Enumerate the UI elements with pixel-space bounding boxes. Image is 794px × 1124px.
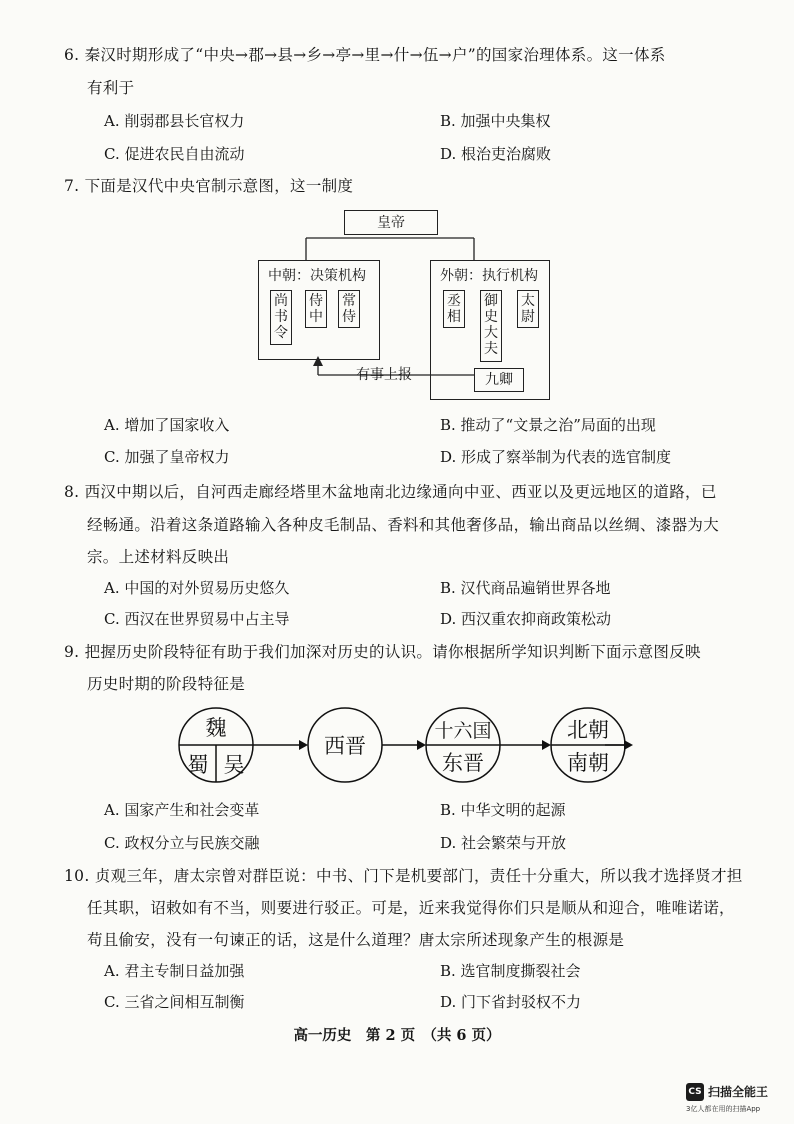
camscanner-tagline: 3亿人都在用的扫描App (686, 1105, 761, 1113)
office-taiwei (517, 290, 539, 328)
arrow-4-head (624, 740, 633, 750)
camscanner-name: 扫描全能王 (708, 1085, 769, 1099)
page-footer: 高一历史 第 2 页 （共 6 页） (293, 1027, 501, 1044)
emperor-box (344, 210, 438, 235)
office-changshi-label: 常侍 (342, 293, 356, 325)
label-shu: 蜀 (187, 753, 209, 777)
label-wu: 吴 (223, 753, 245, 777)
office-shizhong-label: 侍中 (309, 293, 323, 325)
q7-option-c: C. 加强了皇帝权力 (104, 448, 230, 466)
office-chengxiang-label: 丞相 (447, 293, 461, 325)
nine-ministers-label: 九卿 (485, 372, 513, 388)
q10-stem-line3: 苟且偷安，没有一句谏正的话，这是什么道理？唐太宗所述现象产生的根源是 (87, 931, 625, 949)
q8-option-b: B. 汉代商品遍销世界各地 (440, 579, 611, 597)
camscanner-logo-icon: CS (686, 1083, 704, 1101)
q7-stem-line1: 7. 下面是汉代中央官制示意图，这一制度 (64, 177, 354, 195)
q6-stem-line2: 有利于 (87, 79, 135, 97)
dynasty-sequence-diagram (0, 700, 794, 800)
label-southern-dynasties: 南朝 (567, 751, 609, 775)
q6-option-b: B. 加强中央集权 (440, 112, 551, 130)
label-northern-dynasties: 北朝 (567, 718, 609, 742)
office-chengxiang (443, 290, 465, 328)
label-sixteen-kingdoms: 十六国 (434, 720, 492, 742)
emperor-label: 皇帝 (377, 215, 405, 231)
nine-ministers-box (474, 368, 524, 392)
office-shizhong (305, 290, 327, 328)
q9-option-a: A. 国家产生和社会变革 (104, 801, 260, 819)
q10-option-b: B. 选官制度撕裂社会 (440, 962, 581, 980)
label-western-jin: 西晋 (324, 734, 366, 758)
q8-option-d: D. 西汉重农抑商政策松动 (440, 610, 612, 628)
q7-option-b: B. 推动了“文景之治”局面的出现 (440, 416, 656, 434)
q10-stem-line1: 10. 贞观三年，唐太宗曾对群臣说：中书、门下是机要部门，责任十分重大，所以我才选择贤才担 (64, 867, 743, 885)
han-official-diagram (0, 0, 794, 420)
q8-stem-line3: 宗。上述材料反映出 (87, 548, 230, 566)
office-yushidafu (480, 290, 502, 362)
q8-option-a: A. 中国的对外贸易历史悠久 (104, 579, 290, 597)
arrow-1-head (299, 740, 308, 750)
q8-stem-line1: 8. 西汉中期以后，自河西走廊经塔里木盆地南北边缘通向中亚、西亚以及更远地区的道路，已 (64, 483, 717, 501)
q6-option-d: D. 根治吏治腐败 (440, 145, 552, 163)
q10-option-a: A. 君主专制日益加强 (104, 962, 245, 980)
q7-option-d: D. 形成了察举制为代表的选官制度 (440, 448, 672, 466)
arrow-2-head (417, 740, 426, 750)
q9-option-d: D. 社会繁荣与开放 (440, 834, 567, 852)
office-shangshuling (270, 290, 292, 345)
q10-stem-line2: 任其职，诏敕如有不当，则要进行驳正。可是，近来我觉得你们只是顺从和迎合，唯唯诺诺， (87, 899, 735, 917)
label-wei: 魏 (205, 716, 227, 740)
office-changshi (338, 290, 360, 328)
q9-option-c: C. 政权分立与民族交融 (104, 834, 260, 852)
office-yushidafu-label: 御史大夫 (484, 293, 498, 357)
q8-option-c: C. 西汉在世界贸易中占主导 (104, 610, 290, 628)
q6-option-c: C. 促进农民自由流动 (104, 145, 245, 163)
q10-option-c: C. 三省之间相互制衡 (104, 993, 245, 1011)
outer-court-label: 外朝：执行机构 (440, 268, 538, 284)
q6-option-a: A. 削弱郡县长官权力 (104, 112, 245, 130)
label-eastern-jin: 东晋 (442, 751, 484, 775)
q7-option-a: A. 增加了国家收入 (104, 416, 230, 434)
q8-stem-line2: 经畅通。沿着这条道路输入各种皮毛制品、香料和其他奢侈品，输出商品以丝绸、漆器为大 (87, 516, 720, 534)
q9-option-b: B. 中华文明的起源 (440, 801, 566, 819)
inner-court-label: 中朝：决策机构 (268, 268, 366, 284)
arrow-3-head (542, 740, 551, 750)
q9-stem-line2: 历史时期的阶段特征是 (87, 675, 246, 693)
office-taiwei-label: 太尉 (521, 293, 535, 325)
q9-stem-line1: 9. 把握历史阶段特征有助于我们加深对历史的认识。请你根据所学知识判断下面示意图反映 (64, 643, 701, 661)
office-shangshuling-label: 尚书令 (274, 293, 288, 341)
q10-option-d: D. 门下省封驳权不力 (440, 993, 582, 1011)
report-up-label: 有事上报 (356, 367, 412, 383)
q6-stem-line1: 6. 秦汉时期形成了“中央→郡→县→乡→亭→里→什→伍→户”的国家治理体系。这一体系 (64, 46, 666, 64)
